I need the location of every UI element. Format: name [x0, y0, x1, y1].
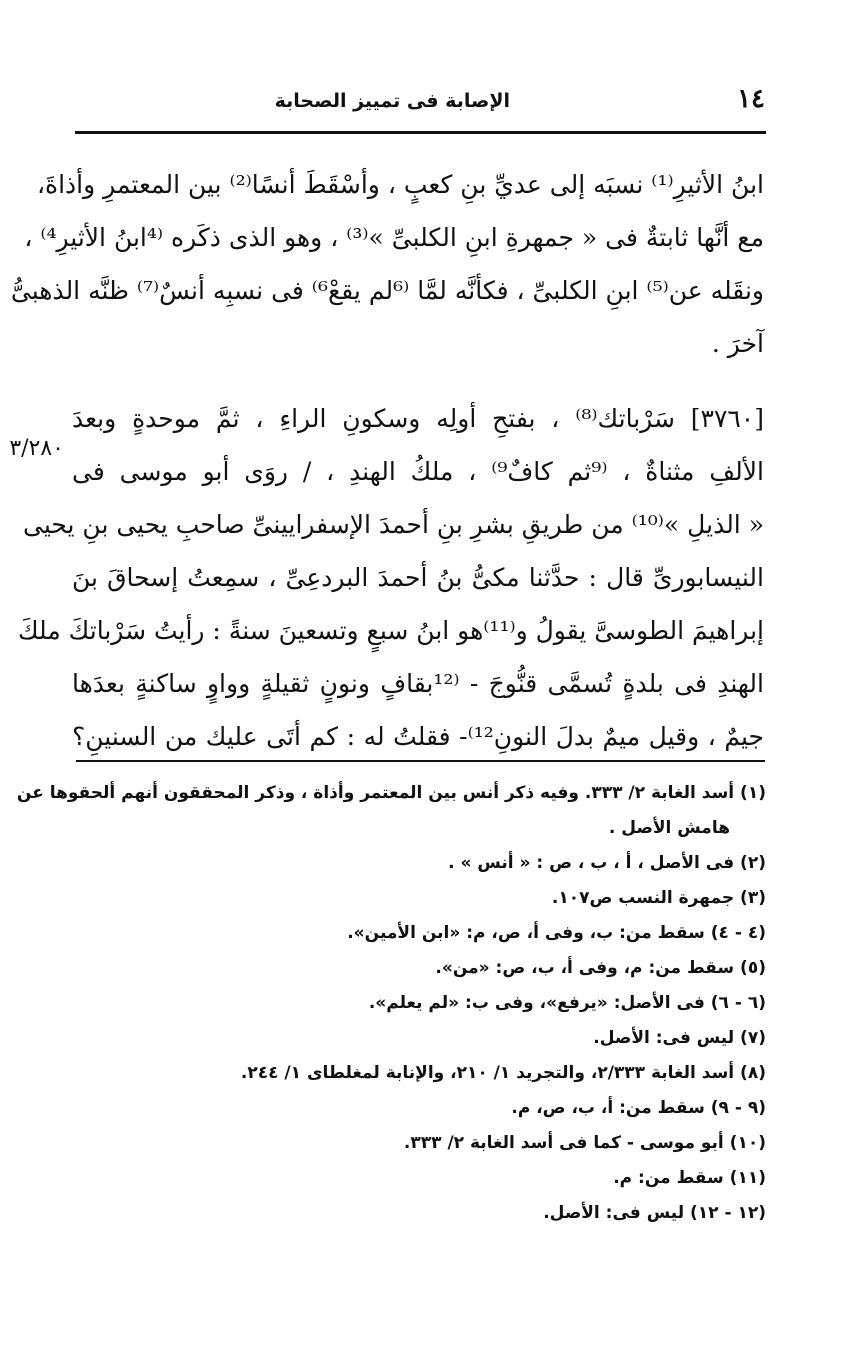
running-title: الإصابة فى تمييز الصحابة — [274, 90, 510, 112]
header-rule — [75, 131, 766, 134]
footnote: (٨) أسد الغابة ٢/٣٣٣، والتجريد ١/ ٢١٠، والإنابة لمغلطاى ١/ ٢٤٤. — [240, 1063, 766, 1083]
text-line: جيمٌ ، وقيل ميمٌ بدلَ النونِ¹²⁾- فقلتُ له : كم أتَى عليك من السنينِ؟ — [72, 722, 765, 751]
footnote: (١١) سقط من: م. — [613, 1168, 766, 1188]
footnote: (٧) ليس فى: الأصل. — [593, 1028, 766, 1048]
page-number: ١٤ — [737, 84, 765, 114]
footnote: (٢) فى الأصل ، أ ، ب ، ص : « أنس » . — [448, 853, 766, 873]
page-header — [75, 84, 765, 124]
paragraph-1 — [10, 158, 764, 370]
text-line: آخرَ . — [711, 329, 764, 358]
footnote: (٩ - ٩) سقط من: أ، ب، ص، م. — [511, 1098, 766, 1118]
text-line: الهندِ فى بلدةٍ تُسمَّى قنُّوجَ - ⁽¹²بقافٍ ونونٍ ثقيلةٍ وواوٍ ساكنةٍ بعدَها — [72, 669, 764, 698]
paragraph-gap — [72, 370, 764, 392]
footnotes — [16, 776, 766, 1231]
text-line: [٣٧٦٠] سَرْباتك⁽⁸⁾ ، بفتحِ أولِه وسكونِ الراءِ ، ثمَّ موحدةٍ وبعدَ — [72, 404, 764, 433]
footnote: (٥) سقط من: م، وفى أ، ب، ص: «من». — [435, 958, 766, 978]
footnote: (١) أسد الغابة ٢/ ٣٣٣. وفيه ذكر أنس بين المعتمر وأذاة ، وذكر المحققون أنهم ألحقوها عن — [16, 783, 766, 803]
footnote-continuation: هامش الأصل . — [608, 818, 730, 838]
footnote: (١٠) أبو موسى - كما فى أسد الغابة ٢/ ٣٣٣. — [403, 1133, 766, 1153]
text-line: « الذيلِ »⁽¹⁰⁾ من طريقِ بشرِ بنِ أحمدَ الإسفرايينىِّ صاحبِ يحيى بنِ يحيى — [22, 510, 764, 539]
text-line: مع أنَّها ثابتةٌ فى « جمهرةِ ابنِ الكلبىِّ »⁽³⁾ ، وهو الذى ذكَره ⁽⁴ابنُ الأثيرِ⁴⁾ ، — [24, 223, 764, 252]
footnote: (٣) جمهرة النسب ص١٠٧. — [551, 888, 766, 908]
text-line: ونقَله عن⁽⁵⁾ ابنِ الكلبىِّ ، فكأنَّه لمَّا ⁽⁶لم يقعْ⁶⁾ فى نسبِه أنسٌ⁽⁷⁾ ظنَّه الذهبىُّ — [10, 276, 764, 305]
text-line: الألفِ مثناةٌ ، ⁽⁹ثم كافٌ⁹⁾ ، ملكُ الهندِ ، / روَى أبو موسى فى — [72, 457, 764, 486]
margin-page-reference: ٣/٢٨٠ — [9, 436, 64, 461]
text-line: ابنُ الأثيرِ⁽¹⁾ نسبَه إلى عديِّ بنِ كعبٍ ، وأسْقَطَ أنسًا⁽²⁾ بين المعتمرِ وأذاةَ، — [36, 170, 764, 199]
footnote-rule — [76, 760, 765, 762]
footnote: (١٢ - ١٢) ليس فى: الأصل. — [543, 1203, 766, 1223]
text-line: النيسابورىِّ قال : حدَّثنا مكىُّ بنُ أحمدَ البردعِىِّ ، سمِعتُ إسحاقَ بنَ — [72, 563, 764, 592]
footnote: (٦ - ٦) فى الأصل: «يرفع»، وفى ب: «لم يعلم». — [368, 993, 766, 1013]
footnote: (٤ - ٤) سقط من: ب، وفى أ، ص، م: «ابن الأمين». — [347, 923, 766, 943]
text-line: إبراهيمَ الطوسىَّ يقولُ و⁽¹¹⁾هو ابنُ سبعٍ وتسعينَ سنةً : رأيتُ سَرْباتكَ ملكَ — [17, 616, 764, 645]
